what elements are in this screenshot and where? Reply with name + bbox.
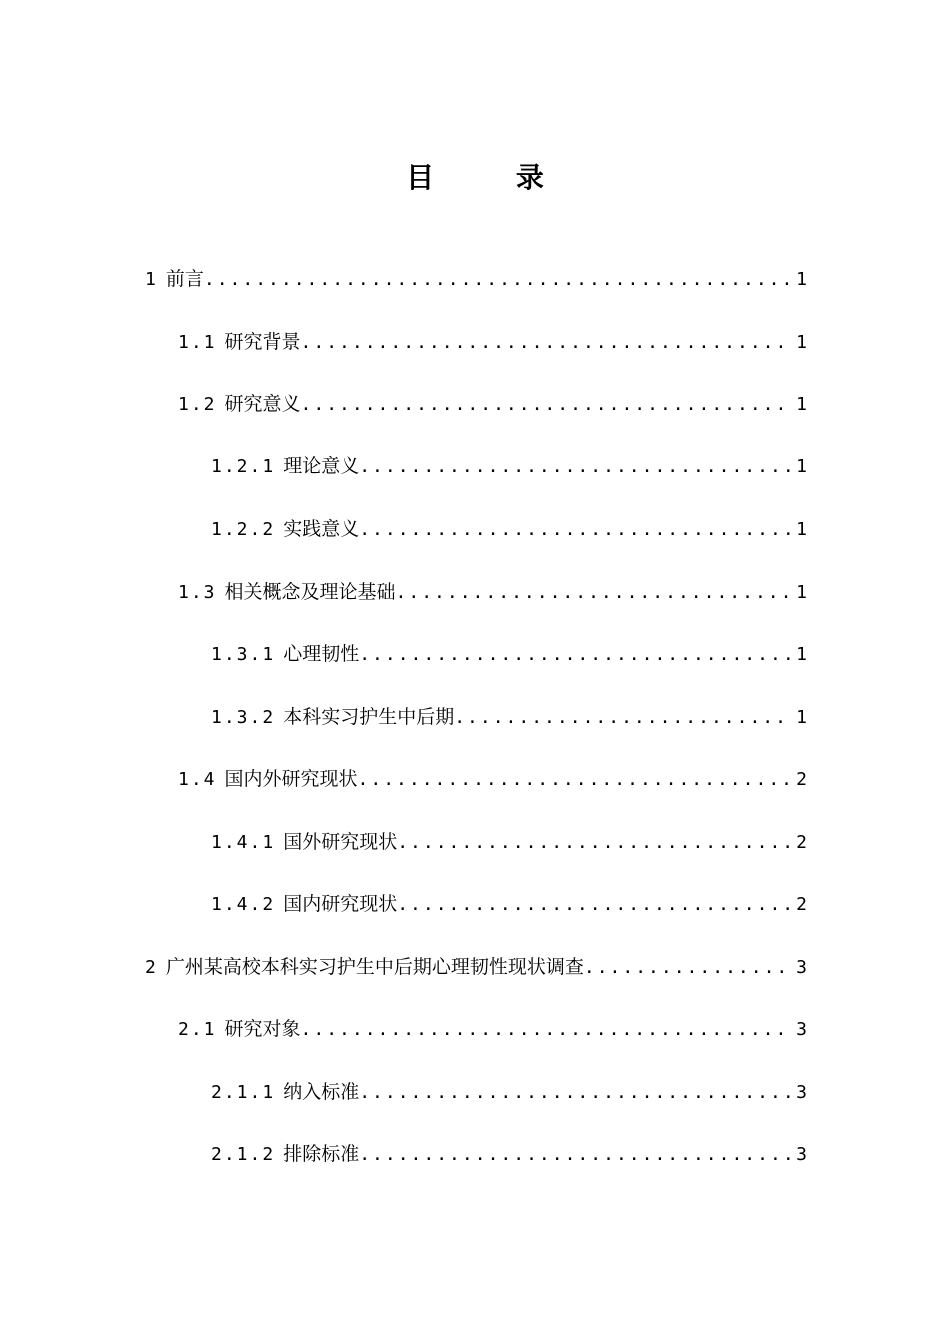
toc-dot-leader: [301, 1015, 793, 1045]
toc-dot-leader: [397, 828, 792, 858]
toc-entry-number: 1.4.2: [211, 894, 276, 915]
toc-entry-1-2[interactable]: [178, 389, 807, 419]
toc-dot-leader: [584, 953, 792, 983]
toc-entry-number: 1: [145, 269, 158, 290]
toc-entry-title: 理论意义: [283, 455, 360, 477]
toc-dot-leader: [301, 328, 793, 358]
toc-entry-number: 1.2.1: [211, 456, 276, 477]
toc-page-number: 1: [796, 394, 807, 415]
toc-entry-title: 前言: [165, 268, 204, 290]
toc-page-number: 3: [796, 957, 807, 978]
toc-entry-number: 1.4.1: [211, 832, 276, 853]
toc-dot-leader: [454, 703, 792, 733]
toc-entry-title: 广州某高校本科实习护生中后期心理韧性现状调查: [165, 956, 584, 978]
toc-entry-title: 相关概念及理论基础: [224, 581, 396, 603]
toc-entry-number: 1.4: [178, 769, 217, 790]
toc-entry-1-1[interactable]: [178, 327, 807, 357]
toc-page-number: 3: [796, 1019, 807, 1040]
toc-entry-number: 2.1: [178, 1019, 217, 1040]
toc-entry-number: 1.3: [178, 582, 217, 603]
toc-entry-1-2-2[interactable]: [211, 514, 807, 544]
toc-dot-leader: [359, 515, 792, 545]
toc-page-number: 2: [796, 769, 807, 790]
toc-dot-leader: [397, 890, 792, 920]
toc-entry-number: 1.1: [178, 332, 217, 353]
toc-entry-title: 国内研究现状: [283, 893, 398, 915]
page-title: 目 录: [406, 161, 580, 194]
toc-entry-1-4-2[interactable]: [211, 889, 807, 919]
toc-page-number: 1: [796, 519, 807, 540]
toc-page-number: 1: [796, 269, 807, 290]
toc-entry-1-3-2[interactable]: [211, 702, 807, 732]
toc-entry-title: 本科实习护生中后期: [283, 706, 455, 728]
toc-dot-leader: [359, 640, 792, 670]
toc-entry-2-1-2[interactable]: [211, 1139, 807, 1169]
toc-dot-leader: [204, 265, 792, 295]
toc-entry-1[interactable]: [145, 264, 807, 294]
toc-entry-number: 1.2: [178, 394, 217, 415]
toc-dot-leader: [301, 390, 793, 420]
toc-entry-number: 1.3.2: [211, 707, 276, 728]
toc-dot-leader: [359, 452, 792, 482]
toc-page-number: 1: [796, 582, 807, 603]
toc-entry-title: 研究对象: [224, 1018, 301, 1040]
toc-entry-title: 实践意义: [283, 518, 360, 540]
toc-page-number: 2: [796, 894, 807, 915]
toc-page-number: 3: [796, 1144, 807, 1165]
toc-entry-2-1-1[interactable]: [211, 1077, 807, 1107]
toc-page-number: 1: [796, 707, 807, 728]
toc-dot-leader: [396, 578, 793, 608]
toc-entry-1-3[interactable]: [178, 577, 807, 607]
toc-entry-title: 研究意义: [224, 393, 301, 415]
toc-entry-1-4[interactable]: [178, 764, 807, 794]
toc-entry-title: 国内外研究现状: [224, 768, 358, 790]
toc-entry-2-1[interactable]: [178, 1014, 807, 1044]
toc-entry-number: 1.2.2: [211, 519, 276, 540]
toc-entry-title: 纳入标准: [283, 1081, 360, 1103]
toc-entry-number: 1.3.1: [211, 644, 276, 665]
toc-page-number: 1: [796, 332, 807, 353]
toc-dot-leader: [358, 765, 793, 795]
toc-entry-title: 国外研究现状: [283, 831, 398, 853]
toc-entry-title: 心理韧性: [283, 643, 360, 665]
toc-entry-number: 2.1.1: [211, 1082, 276, 1103]
toc-entry-1-3-1[interactable]: [211, 639, 807, 669]
toc-entry-number: 2: [145, 957, 158, 978]
toc-page-number: 2: [796, 832, 807, 853]
toc-entry-2[interactable]: [145, 952, 807, 982]
toc-entry-title: 排除标准: [283, 1143, 360, 1165]
toc-dot-leader: [359, 1078, 792, 1108]
toc-dot-leader: [359, 1140, 792, 1170]
toc-entry-1-2-1[interactable]: [211, 451, 807, 481]
toc-page-number: 1: [796, 644, 807, 665]
toc-entry-title: 研究背景: [224, 331, 301, 353]
toc-entry-number: 2.1.2: [211, 1144, 276, 1165]
toc-page-number: 1: [796, 456, 807, 477]
toc-page-number: 3: [796, 1082, 807, 1103]
toc-entry-1-4-1[interactable]: [211, 827, 807, 857]
